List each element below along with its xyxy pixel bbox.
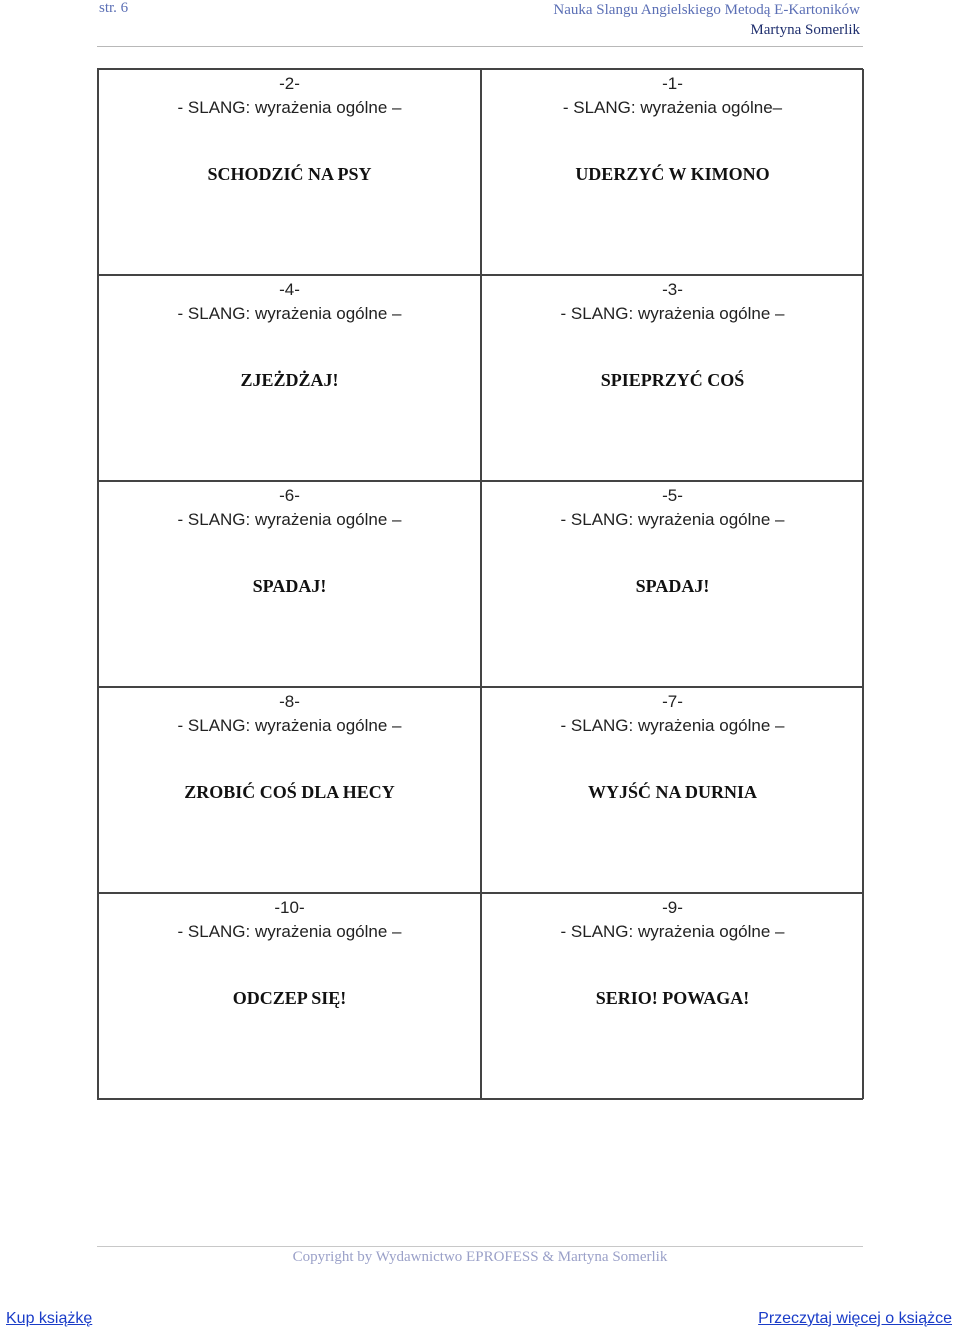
header bbox=[553, 0, 860, 40]
flashcard bbox=[98, 687, 481, 893]
card-number: -6- bbox=[279, 486, 300, 505]
book-title: Nauka Slangu Angielskiego Metodą E-Kartoników bbox=[553, 2, 860, 18]
flashcard bbox=[481, 69, 864, 275]
card-phrase: SPADAJ! bbox=[252, 576, 327, 596]
flashcard bbox=[98, 893, 481, 1099]
card-number: -4- bbox=[279, 280, 300, 299]
card-phrase: SERIO! POWAGA! bbox=[595, 988, 750, 1008]
card-number: -5- bbox=[662, 486, 683, 505]
card-number: -8- bbox=[279, 692, 300, 711]
page-number: str. 6 bbox=[99, 0, 129, 16]
card-category: - SLANG: wyrażenia ogólne – bbox=[560, 716, 785, 735]
card-number: -9- bbox=[662, 898, 683, 917]
card-number: -1- bbox=[662, 74, 683, 93]
card-category: - SLANG: wyrażenia ogólne – bbox=[177, 922, 402, 941]
card-category: - SLANG: wyrażenia ogólne – bbox=[560, 304, 785, 323]
read-more-link[interactable]: Przeczytaj więcej o książce bbox=[758, 1310, 952, 1327]
copyright-notice: Copyright by Wydawnictwo EPROFESS & Martyna Somerlik bbox=[292, 1249, 668, 1265]
footer-divider bbox=[97, 1246, 863, 1247]
card-category: - SLANG: wyrażenia ogólne – bbox=[177, 98, 402, 117]
flashcard-grid bbox=[97, 68, 863, 1100]
header-divider bbox=[97, 46, 863, 47]
card-phrase: SPADAJ! bbox=[635, 576, 710, 596]
card-number: -10- bbox=[274, 898, 305, 917]
flashcard bbox=[481, 275, 864, 481]
card-phrase: WYJŚĆ NA DURNIA bbox=[587, 782, 757, 802]
buy-book-link[interactable]: Kup książkę bbox=[6, 1310, 93, 1327]
flashcard bbox=[98, 69, 481, 275]
flashcard bbox=[98, 275, 481, 481]
card-category: - SLANG: wyrażenia ogólne – bbox=[177, 716, 402, 735]
card-phrase: ZJEŻDŻAJ! bbox=[240, 370, 339, 390]
card-category: - SLANG: wyrażenia ogólne– bbox=[562, 98, 783, 117]
card-phrase: SPIEPRZYĆ COŚ bbox=[600, 370, 745, 390]
flashcard bbox=[98, 481, 481, 687]
flashcard bbox=[481, 687, 864, 893]
card-number: -3- bbox=[662, 280, 683, 299]
card-number: -7- bbox=[662, 692, 683, 711]
flashcard bbox=[481, 893, 864, 1099]
card-phrase: UDERZYĆ W KIMONO bbox=[575, 164, 770, 184]
card-category: - SLANG: wyrażenia ogólne – bbox=[560, 922, 785, 941]
card-phrase: SCHODZIĆ NA PSY bbox=[207, 164, 372, 184]
card-category: - SLANG: wyrażenia ogólne – bbox=[177, 510, 402, 529]
card-category: - SLANG: wyrażenia ogólne – bbox=[560, 510, 785, 529]
card-phrase: ZROBIĆ COŚ DLA HECY bbox=[184, 782, 395, 802]
author-name: Martyna Somerlik bbox=[750, 22, 860, 38]
flashcard bbox=[481, 481, 864, 687]
card-category: - SLANG: wyrażenia ogólne – bbox=[177, 304, 402, 323]
card-number: -2- bbox=[279, 74, 300, 93]
card-phrase: ODCZEP SIĘ! bbox=[232, 988, 347, 1008]
